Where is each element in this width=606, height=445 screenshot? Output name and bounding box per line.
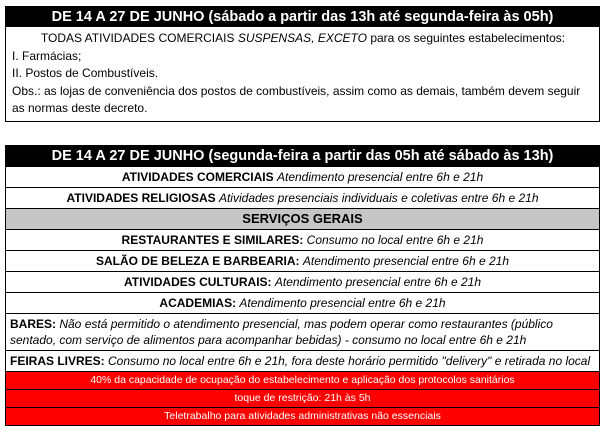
general-services-heading: SERVIÇOS GERAIS bbox=[6, 208, 599, 229]
suspension-statement: TODAS ATIVIDADES COMERCIAIS SUSPENSAS, EXCETO para os seguintes estabelecimentos: bbox=[40, 31, 566, 45]
capacity-note: 40% da capacidade de ocupação do estabelecimento e aplicação dos protocolos sanitários bbox=[6, 371, 599, 389]
bars-row: BARES: Não está permitido o atendimento presencial, mas podem operar como restaurantes (público sentado, com serviço de alimentos para acompanhar bebidas) - consumo no local entre 6h e 21h bbox=[6, 313, 599, 350]
weekend-rules-title: DE 14 A 27 DE JUNHO (sábado a partir das 13h até segunda-feira às 05h) bbox=[6, 7, 599, 27]
curfew-note: toque de restrição: 21h às 5h bbox=[6, 389, 599, 407]
commercial-activities-row: ATIVIDADES COMERCIAIS Atendimento presencial entre 6h e 21h bbox=[6, 166, 599, 187]
observation-note: Obs.: as lojas de conveniência dos postos de combustíveis, assim como as demais, também devem seguir as normas deste decreto. bbox=[12, 83, 581, 116]
gyms-row: ACADEMIAS: Atendimento presencial entre 6h e 21h bbox=[6, 292, 599, 313]
exception-item-pharmacies: I. Farmácias; bbox=[12, 48, 82, 63]
beauty-salon-row: SALÃO DE BELEZA E BARBEARIA: Atendimento presencial entre 6h e 21h bbox=[6, 250, 599, 271]
street-markets-row: FEIRAS LIVRES: Consumo no local entre 6h e 21h, fora deste horário permitido "delivery" e retirada no local bbox=[6, 350, 599, 371]
cultural-activities-row: ATIVIDADES CULTURAIS: Atendimento presencial entre 6h e 21h bbox=[6, 271, 599, 292]
telework-note: Teletrabalho para atividades administrativas não essenciais bbox=[6, 407, 599, 425]
weekend-rules-body bbox=[6, 27, 599, 121]
restaurants-row: RESTAURANTES E SIMILARES: Consumo no local entre 6h e 21h bbox=[6, 229, 599, 250]
exception-item-gas-stations: II. Postos de Combustíveis. bbox=[12, 66, 159, 81]
weekend-rules-table bbox=[5, 6, 600, 122]
weekday-rules-table bbox=[5, 145, 600, 426]
religious-activities-row: ATIVIDADES RELIGIOSAS Atividades presenciais individuais e coletivas entre 6h e 21h bbox=[6, 187, 599, 208]
weekday-rules-title: DE 14 A 27 DE JUNHO (segunda-feira a partir das 05h até sábado às 13h) bbox=[6, 146, 599, 166]
